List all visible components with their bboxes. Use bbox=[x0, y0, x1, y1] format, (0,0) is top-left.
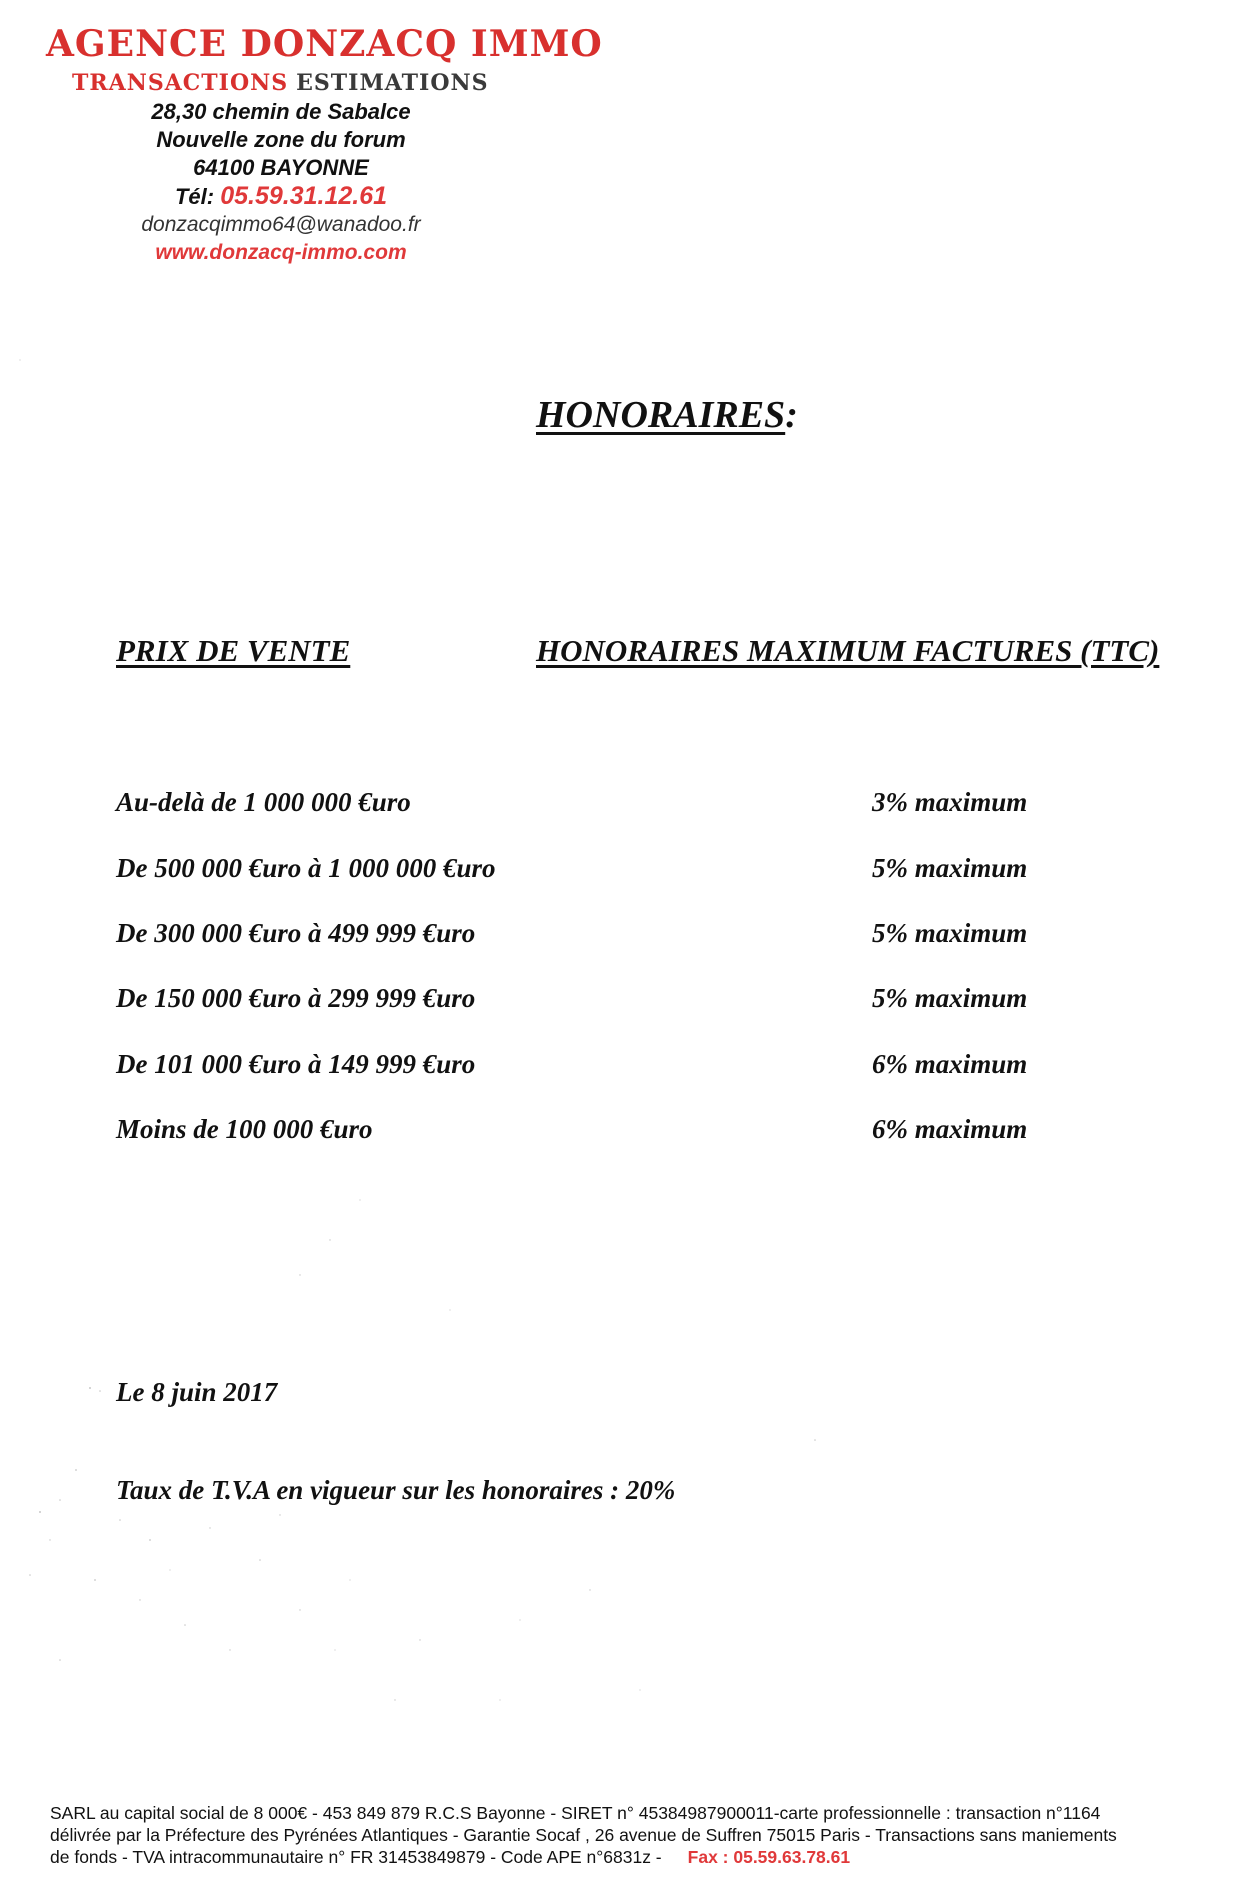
footer-line-2: délivrée par la Préfecture des Pyrénées Atlantiques - Garantie Socaf , 26 avenue de Suffren 75015 Paris - Transactions sans maniements bbox=[50, 1825, 1117, 1845]
phone-label: Tél: bbox=[174, 184, 215, 209]
fee-row-price-range: Moins de 100 000 €uro bbox=[116, 1114, 373, 1144]
email-address: donzacqimmo64@wanadoo.fr bbox=[141, 213, 421, 236]
fee-row-rate: 6% maximum bbox=[872, 1114, 1028, 1144]
fee-row-price-range: De 500 000 €uro à 1 000 000 €uro bbox=[116, 853, 496, 883]
fee-row-price-range: De 300 000 €uro à 499 999 €uro bbox=[116, 918, 476, 948]
document-title-colon: : bbox=[785, 394, 798, 436]
address-line-2: Nouvelle zone du forum bbox=[156, 127, 406, 152]
letterhead bbox=[46, 20, 603, 267]
document-title-text: HONORAIRES bbox=[536, 394, 786, 436]
fee-row-rate: 5% maximum bbox=[872, 918, 1028, 948]
fee-row bbox=[0, 983, 1246, 1043]
service-transactions: TRANSACTIONS bbox=[72, 70, 289, 96]
address-line-1: 28,30 chemin de Sabalce bbox=[151, 99, 411, 124]
website-url: www.donzacq-immo.com bbox=[155, 241, 407, 264]
fee-row bbox=[0, 1049, 1246, 1109]
footer-line-3-text: de fonds - TVA intracommunautaire n° FR 31453849879 - Code APE n°6831z - bbox=[50, 1847, 662, 1867]
fee-row-price-range: De 101 000 €uro à 149 999 €uro bbox=[116, 1049, 476, 1079]
fee-row-rate: 5% maximum bbox=[872, 983, 1028, 1013]
vat-note: Taux de T.V.A en vigueur sur les honoraires : 20% bbox=[116, 1475, 676, 1505]
fee-row-rate: 5% maximum bbox=[872, 853, 1028, 883]
phone-number: 05.59.31.12.61 bbox=[220, 182, 388, 210]
legal-footer bbox=[50, 1802, 1230, 1868]
footer-line-3 bbox=[50, 1846, 1230, 1868]
column-header-fees: HONORAIRES MAXIMUM FACTURES (TTC) bbox=[536, 633, 1160, 668]
fax-number: Fax : 05.59.63.78.61 bbox=[687, 1847, 851, 1867]
phone-line bbox=[46, 182, 516, 211]
fee-row bbox=[0, 918, 1246, 978]
fee-row-price-range: De 150 000 €uro à 299 999 €uro bbox=[116, 983, 476, 1013]
fee-row-price-range: Au-delà de 1 000 000 €uro bbox=[116, 787, 411, 817]
footer-line-1: SARL au capital social de 8 000€ - 453 849 879 R.C.S Bayonne - SIRET n° 45384987900011-carte professionnelle : transaction n°1164 bbox=[50, 1803, 1101, 1823]
fee-row bbox=[0, 853, 1246, 913]
agency-contact bbox=[46, 98, 516, 267]
document-date: Le 8 juin 2017 bbox=[116, 1377, 278, 1407]
service-estimations: ESTIMATIONS bbox=[296, 70, 489, 96]
fee-row bbox=[0, 1114, 1246, 1174]
fee-row-rate: 6% maximum bbox=[872, 1049, 1028, 1079]
address-line-3: 64100 BAYONNE bbox=[193, 155, 369, 180]
agency-services bbox=[72, 68, 516, 98]
column-header-price: PRIX DE VENTE bbox=[116, 633, 351, 668]
fee-row bbox=[0, 787, 1246, 847]
document-title bbox=[536, 393, 798, 437]
fee-row-rate: 3% maximum bbox=[872, 787, 1028, 817]
agency-name: AGENCE DONZACQ IMMO bbox=[46, 23, 603, 65]
